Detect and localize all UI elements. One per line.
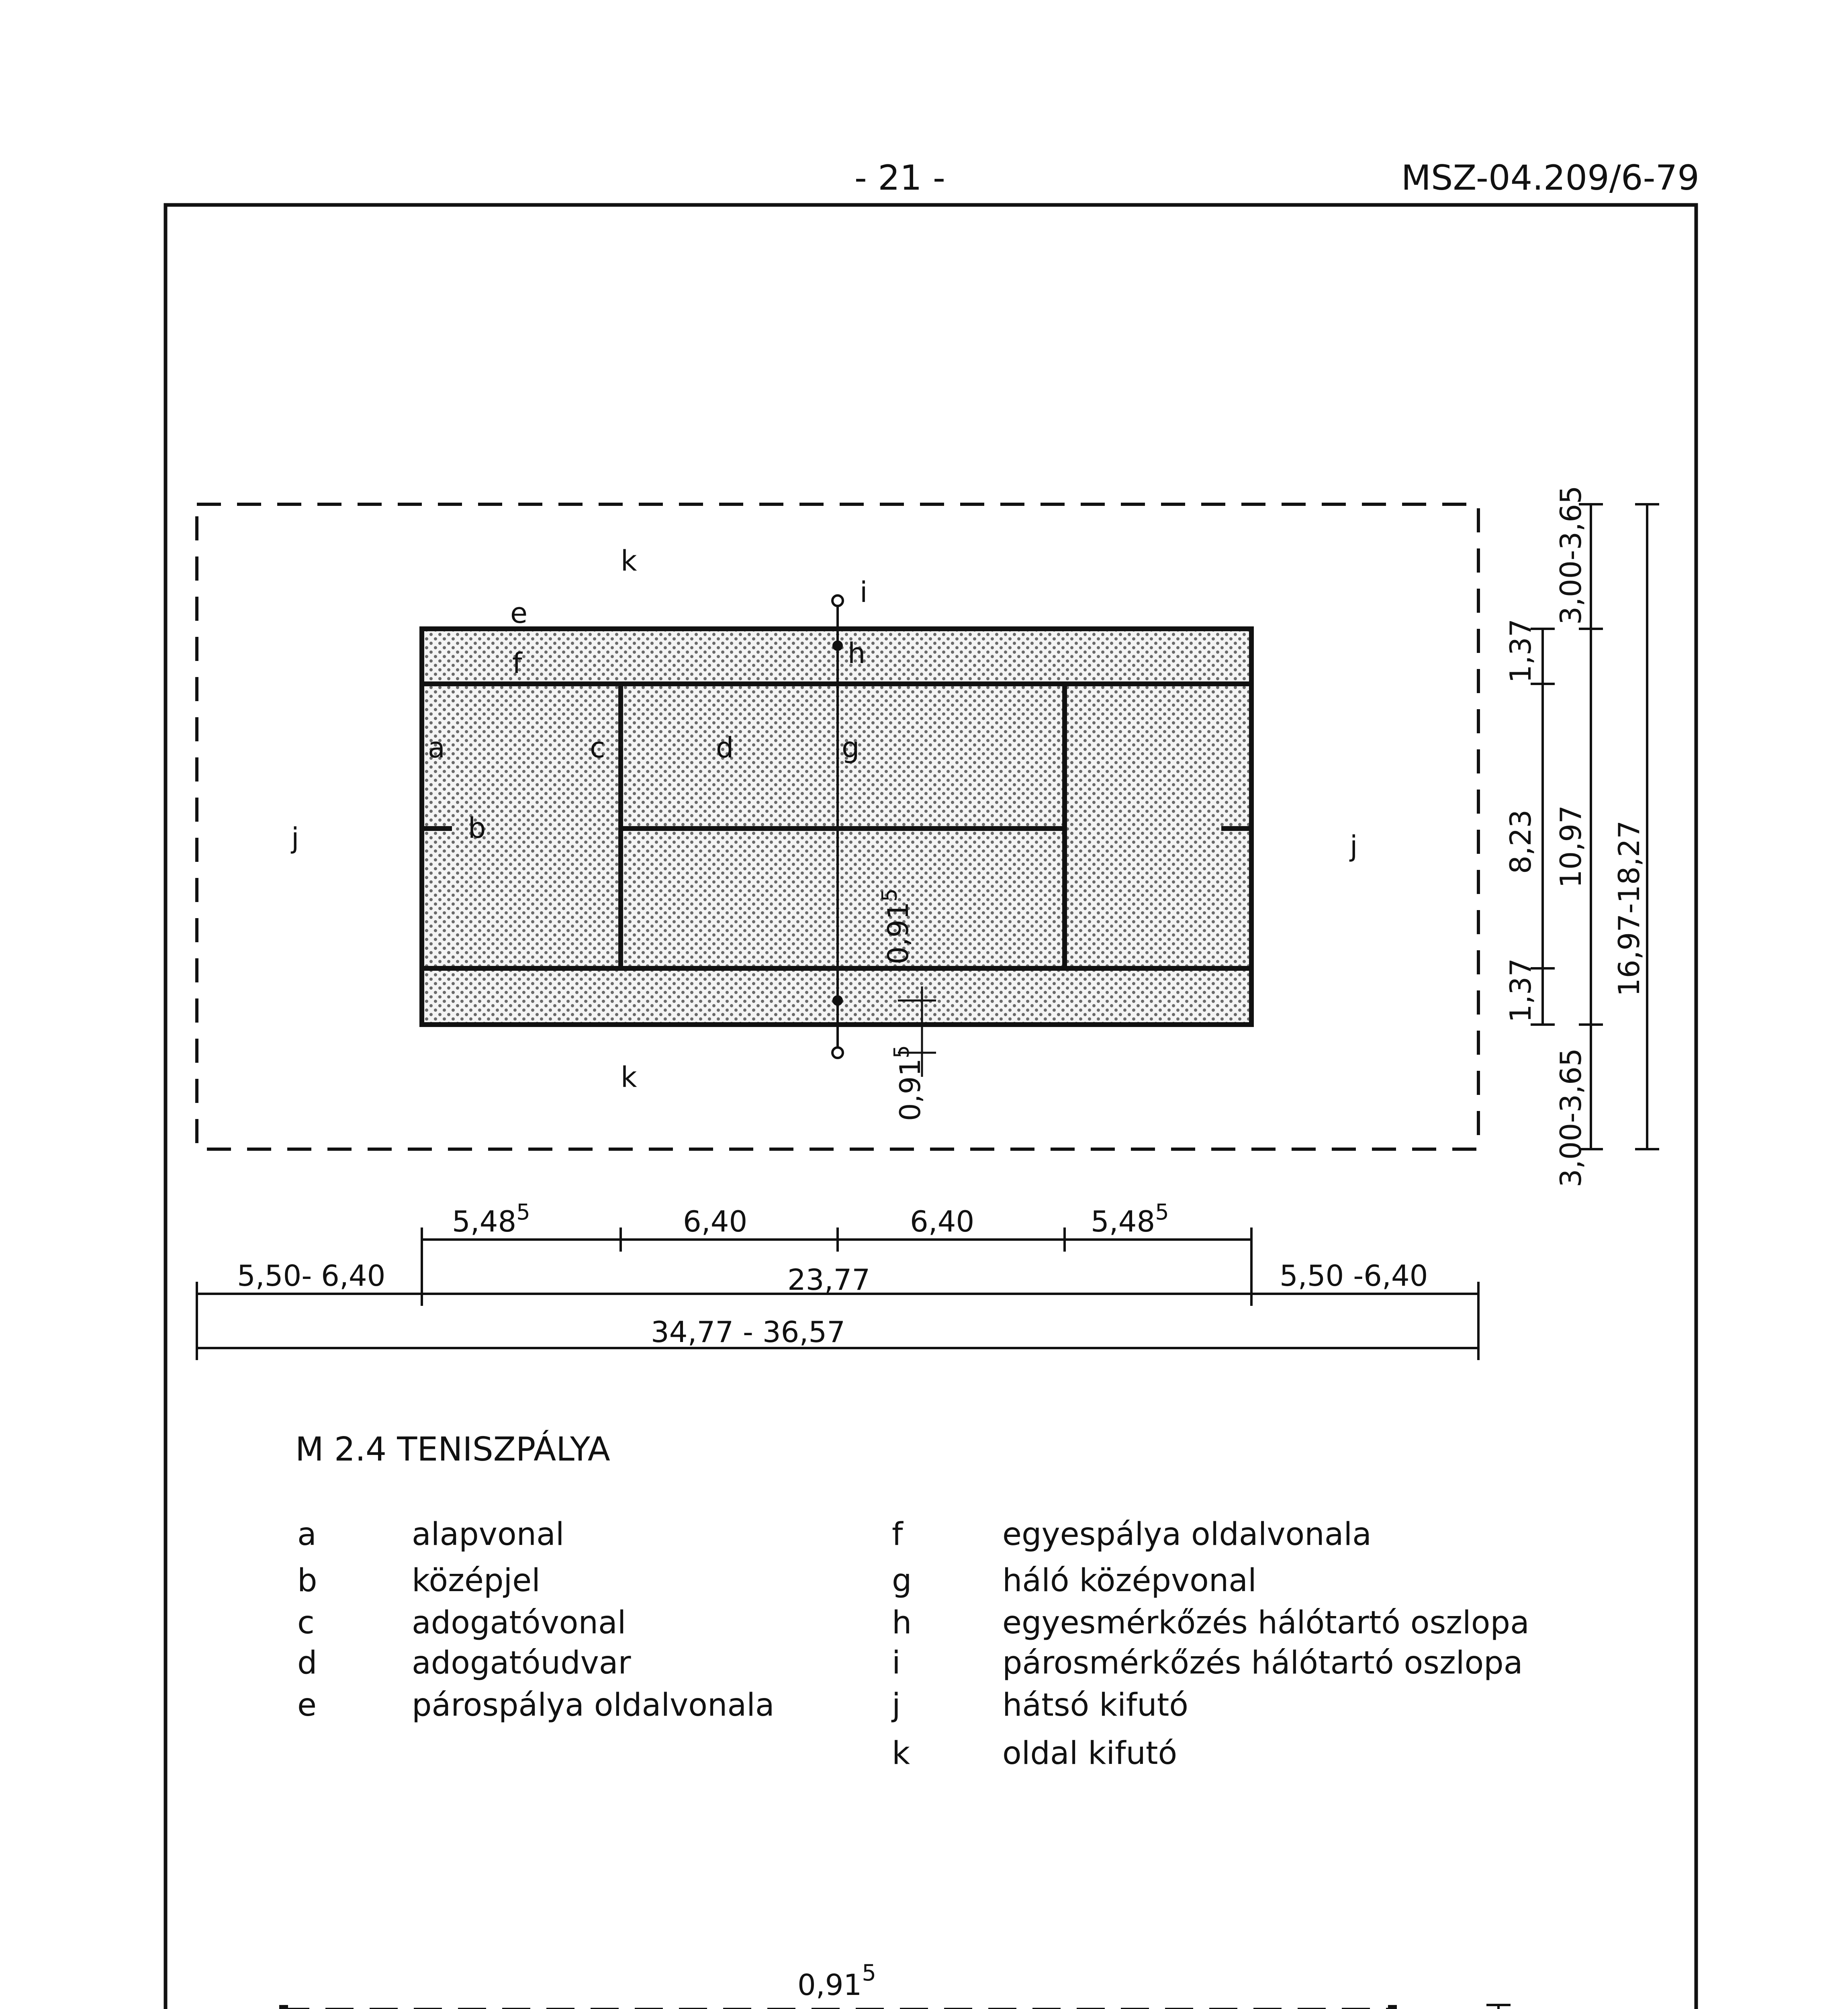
label-e: e [510,597,528,630]
legend-key: j [892,1687,901,1723]
doubles-net-post-top [832,595,843,606]
net-height-mark: 0,91 [882,902,915,964]
legend-text: alapvonal [412,1516,564,1553]
legend-text: adogatóudvar [412,1645,631,1681]
vertical-dimensions [1504,485,1659,1187]
svg-text:5,485: 5,48$^5$ [452,1199,530,1238]
dim-singles-width: 8,23 [1504,809,1537,874]
label-c: c [590,731,605,764]
label-i: i [860,576,868,609]
label-g: g [842,731,860,764]
svg-text:0,915: 0,91$^5$ [890,1045,927,1121]
dim-seg3: 6,40 [910,1205,975,1238]
dim-court-length: 23,77 [787,1263,871,1297]
dim-top-runout: 3,00-3,65 [1554,485,1588,625]
dim-seg1: 5,48 [452,1205,517,1238]
legend-key: a [297,1516,317,1553]
label-j-right: j [1350,830,1358,863]
dim-right-runout: 5,50 -6,40 [1280,1259,1428,1293]
legend-text: egyesmérkőzés hálótartó oszlopa [1002,1605,1529,1641]
label-f: f [512,647,522,680]
dim-alley-bottom: 1,37 [1504,958,1537,1023]
legend-key: h [892,1605,912,1641]
dim-left-runout: 5,50- 6,40 [237,1259,386,1293]
dim-seg4: 5,48 [1091,1205,1155,1238]
legend-text: egyespálya oldalvonala [1002,1516,1372,1553]
net-center-height: 0,91 [797,1968,862,2002]
legend-key: e [297,1687,317,1723]
label-d: d [716,731,734,764]
dim-seg2: 6,40 [683,1205,748,1238]
page-number: - 21 - [854,158,946,198]
horizontal-dimensions [197,1199,1478,1360]
standard-number: MSZ-04.209/6-79 [1401,158,1699,198]
court-plan [197,504,1478,1149]
legend-key: g [892,1563,912,1599]
legend-text: párosmérkőzés hálótartó oszlopa [1002,1645,1523,1681]
net-post-left [279,2005,288,2009]
figure1-title: M 2.4 TENISZPÁLYA [295,1430,610,1469]
legend-text: adogatóvonal [412,1605,626,1641]
legend-key: f [892,1516,903,1553]
legend-key: k [892,1735,910,1772]
legend-text: oldal kifutó [1002,1735,1177,1772]
svg-text:0,915: 0,91$^5$ [878,888,915,964]
legend-key: c [297,1605,315,1641]
label-k-top: k [621,544,637,577]
dim-total-width: 16,97-18,27 [1612,820,1646,996]
singles-net-post-top [832,640,843,651]
label-b: b [468,812,486,845]
doubles-net-post-bottom [832,1047,843,1058]
legend-key: i [892,1645,901,1681]
label-h: h [848,637,866,670]
label-k-bottom: k [621,1061,637,1094]
svg-text:0,915: 0,91$^5$ [797,1960,876,2002]
figure1-legend [297,1516,1529,1772]
legend-text: párospálya oldalvonala [412,1687,775,1723]
legend-text: hátsó kifutó [1002,1687,1189,1723]
page-frame [166,205,1696,2009]
legend-key: b [297,1563,317,1599]
dim-total-length: 34,77 - 36,57 [651,1315,845,1349]
dim-doubles-width: 10,97 [1554,805,1588,888]
svg-text:5,485: 5,48$^5$ [1091,1199,1169,1238]
label-a: a [428,731,445,764]
singles-net-post-bottom [832,995,843,1006]
legend-text: háló középvonal [1002,1563,1257,1599]
net-view [217,1960,1543,2009]
net-post-right [1388,2005,1397,2009]
legend-text: középjel [412,1563,540,1599]
net-post-offset: 0,91 [894,1058,927,1121]
dim-bottom-runout: 3,00-3,65 [1554,1048,1588,1187]
legend-key: d [297,1645,317,1681]
label-j-left: j [291,822,299,855]
dim-alley-top: 1,37 [1504,618,1537,683]
